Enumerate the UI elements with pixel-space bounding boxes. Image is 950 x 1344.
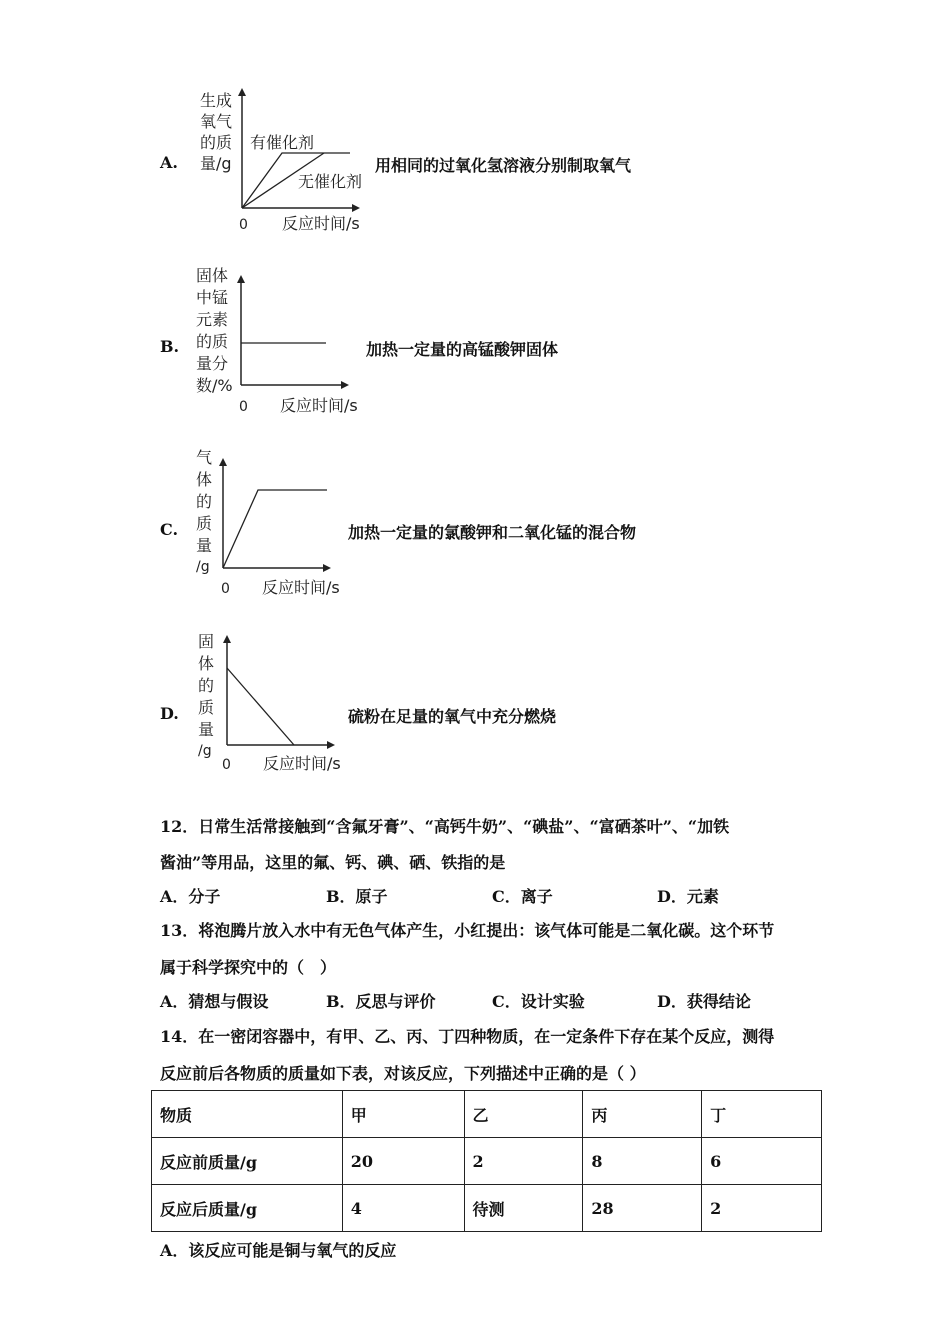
q12-choice-b: B．原子 bbox=[326, 887, 388, 906]
graph-b-x-arrow bbox=[341, 381, 349, 389]
graph-b bbox=[190, 263, 380, 423]
mass-table bbox=[151, 1090, 822, 1232]
table-cell: 反应后质量/g bbox=[152, 1185, 343, 1232]
graph-c-ylabel-4: 质 bbox=[196, 514, 213, 533]
graph-b-xlabel: 反应时间/s bbox=[280, 396, 358, 415]
graph-d-curve bbox=[227, 668, 294, 745]
q13-choice-b: B．反思与评价 bbox=[326, 992, 436, 1011]
table-cell: 丁 bbox=[702, 1091, 822, 1138]
graph-a bbox=[190, 88, 380, 238]
option-b-description: 加热一定量的高锰酸钾固体 bbox=[366, 340, 559, 359]
graph-a-y-arrow bbox=[238, 88, 246, 96]
option-d-letter: D. bbox=[160, 704, 179, 723]
graph-b-ylabel-6: 数/% bbox=[196, 376, 233, 395]
graph-a-curve-label-1: 有催化剂 bbox=[250, 133, 315, 152]
graph-c-ylabel-2: 体 bbox=[196, 470, 213, 489]
graph-c-x-arrow bbox=[323, 564, 331, 572]
graph-a-ylabel-2: 氧气 bbox=[200, 112, 233, 131]
q12-choice-a: A．分子 bbox=[160, 887, 221, 906]
option-a-letter: A. bbox=[160, 153, 178, 172]
table-cell: 2 bbox=[464, 1138, 583, 1185]
graph-d-xlabel: 反应时间/s bbox=[263, 754, 341, 773]
table-cell: 28 bbox=[583, 1185, 702, 1232]
graph-b-ylabel-1: 固体 bbox=[196, 266, 229, 285]
table-row bbox=[152, 1185, 822, 1232]
table-header-row bbox=[152, 1091, 822, 1138]
graph-b-origin: 0 bbox=[239, 399, 248, 415]
option-d-description: 硫粉在足量的氧气中充分燃烧 bbox=[348, 707, 557, 726]
graph-a-x-arrow bbox=[352, 204, 360, 212]
graph-d-origin: 0 bbox=[222, 757, 231, 773]
table-cell: 物质 bbox=[152, 1091, 343, 1138]
option-c-letter: C. bbox=[160, 520, 179, 539]
graph-c-curve bbox=[223, 490, 327, 568]
q12-line-2: 酱油”等用品，这里的氟、钙、碘、硒、铁指的是 bbox=[160, 853, 506, 872]
graph-a-ylabel-3: 的质 bbox=[200, 133, 233, 152]
graph-d-y-arrow bbox=[223, 635, 231, 643]
graph-a-ylabel-1: 生成 bbox=[200, 91, 233, 110]
graph-d-ylabel-6: /g bbox=[198, 743, 212, 759]
table-cell: 8 bbox=[583, 1138, 702, 1185]
graph-b-ylabel-2: 中锰 bbox=[196, 288, 229, 307]
q13-choice-a: A．猜想与假设 bbox=[160, 992, 269, 1011]
graph-b-ylabel-3: 元素 bbox=[196, 310, 229, 329]
table-row bbox=[152, 1138, 822, 1185]
table-cell: 甲 bbox=[342, 1091, 464, 1138]
q12-choice-d: D．元素 bbox=[657, 887, 719, 906]
graph-d bbox=[190, 625, 360, 785]
q12-line-1: 12．日常生活常接触到“含氟牙膏”、“高钙牛奶”、“碘盐”、“富硒茶叶”、“加铁 bbox=[160, 817, 730, 836]
graph-a-xlabel: 反应时间/s bbox=[282, 214, 360, 233]
q14-option-a: A．该反应可能是铜与氧气的反应 bbox=[160, 1241, 397, 1260]
table-cell: 乙 bbox=[464, 1091, 583, 1138]
graph-c-ylabel-6: /g bbox=[196, 559, 210, 575]
table-cell: 20 bbox=[342, 1138, 464, 1185]
q13-choice-c: C．设计实验 bbox=[492, 992, 585, 1011]
option-b-letter: B. bbox=[160, 337, 180, 356]
table-cell: 2 bbox=[702, 1185, 822, 1232]
q13-line-2: 属于科学探究中的（ ） bbox=[160, 958, 337, 977]
graph-c-ylabel-1: 气 bbox=[196, 448, 213, 467]
graph-c bbox=[190, 443, 360, 603]
table-cell: 6 bbox=[702, 1138, 822, 1185]
graph-d-ylabel-2: 体 bbox=[198, 654, 215, 673]
table-cell: 反应前质量/g bbox=[152, 1138, 343, 1185]
graph-b-ylabel-4: 的质 bbox=[196, 332, 229, 351]
table-cell: 4 bbox=[342, 1185, 464, 1232]
graph-d-ylabel-1: 固 bbox=[198, 632, 215, 651]
graph-d-ylabel-4: 质 bbox=[198, 698, 215, 717]
graph-d-ylabel-3: 的 bbox=[198, 676, 215, 695]
graph-a-curve-label-2: 无催化剂 bbox=[298, 172, 363, 191]
graph-c-ylabel-5: 量 bbox=[196, 536, 213, 555]
table-cell: 待测 bbox=[464, 1185, 583, 1232]
graph-b-y-arrow bbox=[237, 275, 245, 283]
option-c-description: 加热一定量的氯酸钾和二氧化锰的混合物 bbox=[348, 523, 637, 542]
graph-c-xlabel: 反应时间/s bbox=[262, 578, 340, 597]
q14-line-1: 14．在一密闭容器中，有甲、乙、丙、丁四种物质，在一定条件下存在某个反应，测得 bbox=[160, 1027, 775, 1046]
q12-choice-c: C．离子 bbox=[492, 887, 553, 906]
option-a-description: 用相同的过氧化氢溶液分别制取氧气 bbox=[375, 156, 632, 175]
table-cell: 丙 bbox=[583, 1091, 702, 1138]
graph-c-y-arrow bbox=[219, 458, 227, 466]
graph-b-ylabel-5: 量分 bbox=[196, 354, 229, 373]
q14-line-2: 反应前后各物质的质量如下表，对该反应，下列描述中正确的是（ ） bbox=[160, 1064, 646, 1083]
graph-d-x-arrow bbox=[327, 741, 335, 749]
graph-a-origin: 0 bbox=[239, 217, 248, 233]
graph-a-ylabel-4: 量/g bbox=[200, 154, 232, 173]
q13-line-1: 13．将泡腾片放入水中有无色气体产生，小红提出：该气体可能是二氧化碳。这个环节 bbox=[160, 921, 775, 940]
q13-choice-d: D．获得结论 bbox=[657, 992, 751, 1011]
graph-d-ylabel-5: 量 bbox=[198, 720, 215, 739]
graph-c-origin: 0 bbox=[221, 581, 230, 597]
graph-c-ylabel-3: 的 bbox=[196, 492, 213, 511]
